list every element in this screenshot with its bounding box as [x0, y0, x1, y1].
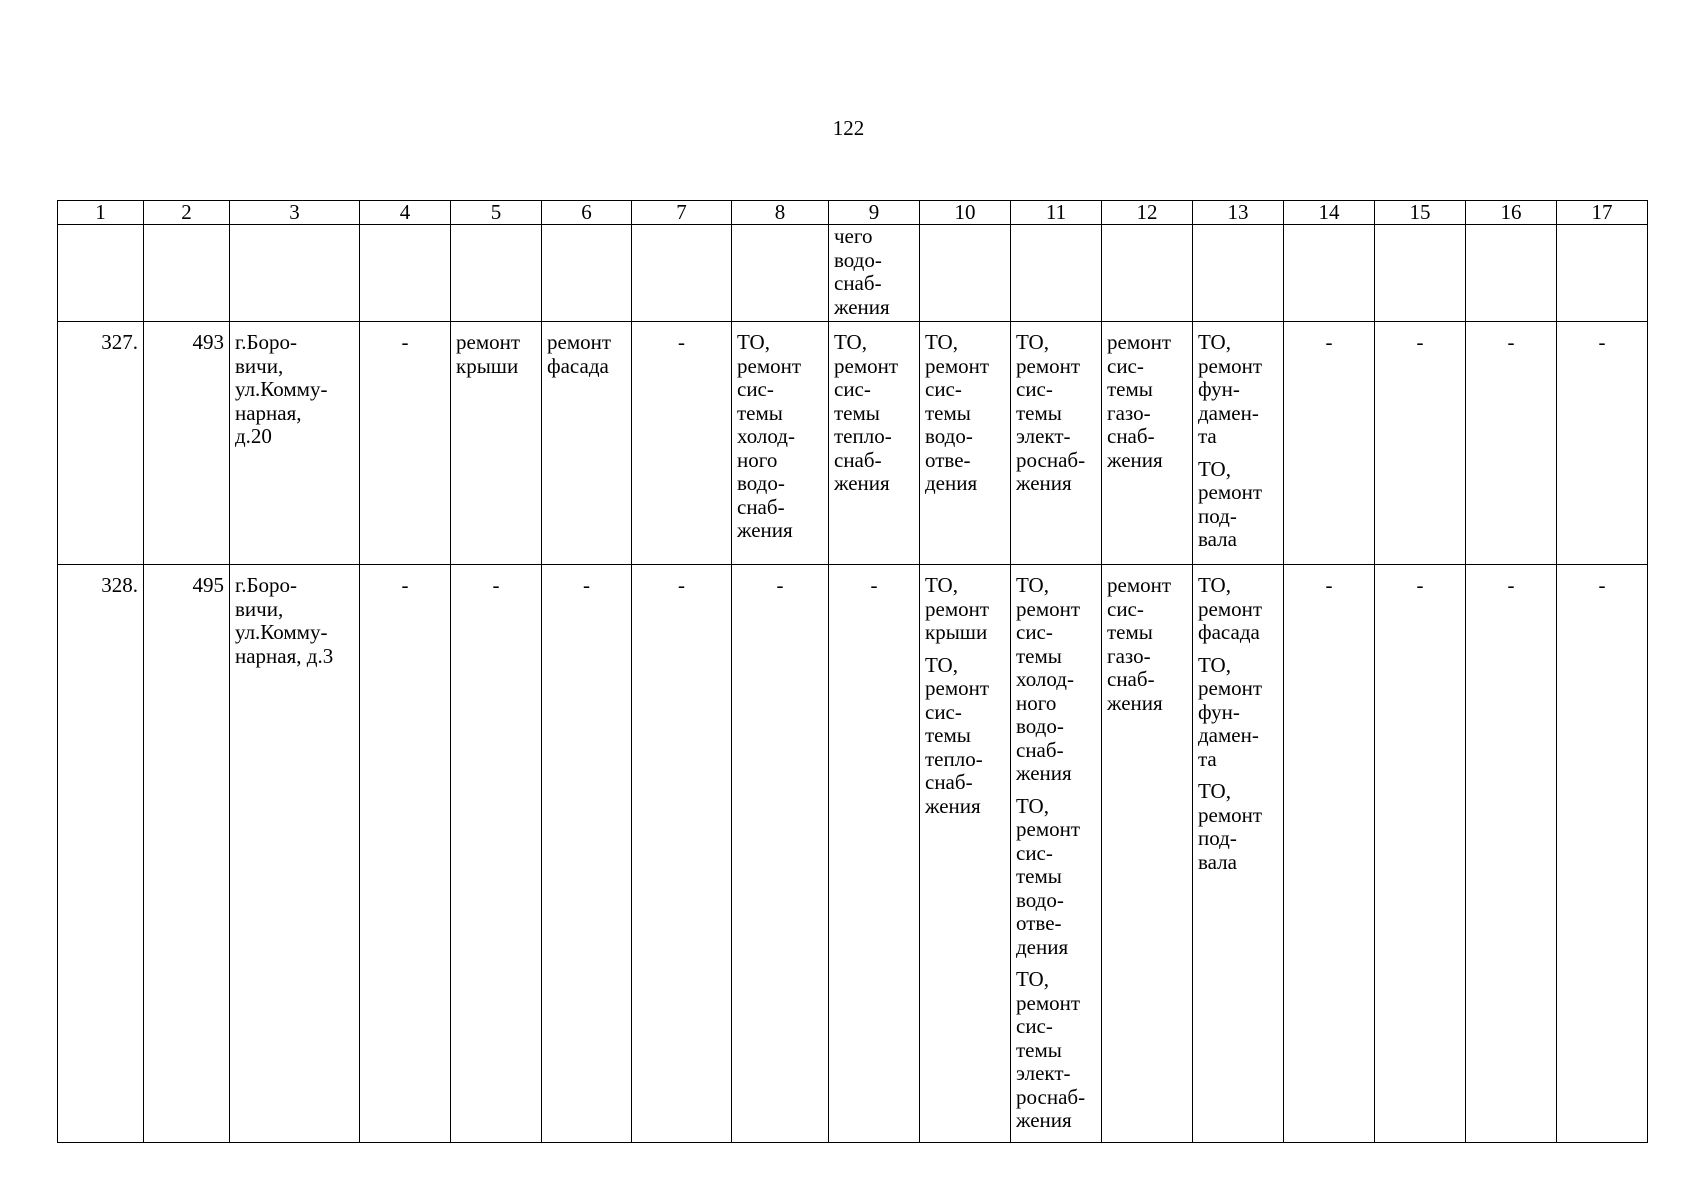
cell-line: темы	[1016, 1037, 1062, 1062]
cell-line: снаб-	[834, 271, 882, 295]
cell-line: -	[1416, 330, 1424, 354]
cell-line: ремонт	[547, 330, 612, 354]
table-cell	[1102, 225, 1193, 322]
cell-line: жения	[925, 793, 981, 818]
work-block	[1107, 574, 1189, 715]
cell-line: ного	[1016, 690, 1057, 715]
cell-line: ТО,	[925, 330, 958, 354]
cell-line: ТО,	[1198, 330, 1231, 354]
object-id: 493	[144, 322, 230, 565]
cell-line: крыши	[925, 620, 988, 644]
work-block	[925, 574, 1007, 645]
cell-line: -	[401, 330, 409, 354]
column-number: 13	[1193, 201, 1284, 225]
work-cell-5	[451, 322, 542, 565]
table-cell	[1011, 225, 1102, 322]
work-block	[834, 331, 916, 496]
cell-line: д.20	[235, 424, 272, 448]
table-cell	[1284, 225, 1375, 322]
cell-line: ТО,	[1198, 652, 1231, 677]
column-number: 1	[58, 201, 144, 225]
cell-line: нарная,	[235, 400, 302, 425]
cell-line: фасада	[1198, 620, 1260, 644]
table-cell	[1193, 225, 1284, 322]
cell-line: ТО,	[737, 330, 770, 354]
work-block	[1198, 574, 1280, 645]
cell-line: снаб-	[1016, 737, 1064, 762]
cell-line: -	[583, 573, 590, 597]
work-block	[235, 331, 356, 449]
work-cell-9	[829, 322, 920, 565]
cell-line: ремонт	[1198, 802, 1263, 827]
cell-line: ремонт	[925, 596, 990, 621]
work-cell-15	[1375, 565, 1466, 1143]
cell-line: дения	[1016, 934, 1069, 959]
cell-line: снаб-	[834, 447, 882, 472]
cell-line: ремонт	[1016, 990, 1081, 1015]
work-block	[360, 331, 450, 355]
work-cell-7	[632, 565, 732, 1143]
work-cell-10	[920, 322, 1011, 565]
cell-line: отве-	[1016, 911, 1062, 935]
cell-line: вала	[1198, 527, 1237, 551]
work-block	[1284, 574, 1374, 598]
cell-line: та	[1198, 424, 1217, 448]
cell-line: ремонт	[925, 676, 990, 700]
cell-line: темы	[1016, 643, 1062, 668]
work-cell-17	[1557, 565, 1648, 1143]
work-cell-6	[542, 322, 632, 565]
column-number: 7	[632, 201, 732, 225]
work-block	[1466, 574, 1556, 598]
cell-line: г.Боро-	[235, 330, 298, 354]
cell-line: ремонт	[1107, 573, 1172, 597]
continuation-cell-9	[829, 225, 920, 322]
work-cell-10	[920, 565, 1011, 1143]
work-cell-6	[542, 565, 632, 1143]
cell-line: -	[1598, 573, 1606, 597]
table-cell	[230, 225, 360, 322]
cell-line: сис-	[1016, 377, 1053, 401]
cell-line: жения	[834, 294, 890, 319]
work-cell-11	[1011, 322, 1102, 565]
table-cell	[632, 225, 732, 322]
cell-line: вичи,	[235, 596, 284, 621]
cell-line: -	[870, 573, 878, 597]
cell-line: ул.Комму-	[235, 377, 328, 401]
cell-line: ремонт	[1107, 330, 1172, 354]
work-cell-12	[1102, 565, 1193, 1143]
cell-line: ремонт	[1198, 596, 1263, 621]
column-number: 6	[542, 201, 632, 225]
cell-line: тепло-	[925, 746, 983, 771]
cell-line: темы	[834, 400, 880, 425]
cell-line: ТО,	[1016, 573, 1049, 597]
cell-line: холод-	[1016, 667, 1074, 691]
work-block	[1016, 574, 1098, 786]
cell-line: элект-	[1016, 1061, 1071, 1085]
cell-line: жения	[834, 471, 890, 495]
work-block	[542, 574, 631, 598]
column-number: 9	[829, 201, 920, 225]
work-cell-4	[360, 565, 451, 1143]
cell-line: снаб-	[737, 494, 785, 519]
cell-line: жения	[1016, 761, 1072, 785]
cell-line: под-	[1198, 826, 1237, 850]
cell-line: тепло-	[834, 424, 892, 448]
table-cell	[1466, 225, 1557, 322]
cell-line: газо-	[1107, 643, 1151, 668]
address-cell	[230, 322, 360, 565]
work-cell-7	[632, 322, 732, 565]
cell-line: дения	[925, 471, 978, 495]
cell-line: темы	[737, 400, 783, 425]
work-cell-14	[1284, 565, 1375, 1143]
table-cell	[451, 225, 542, 322]
column-number: 10	[920, 201, 1011, 225]
work-block	[1284, 331, 1374, 355]
cell-line: ремонт	[1016, 596, 1081, 621]
column-number: 8	[732, 201, 829, 225]
cell-line: ТО,	[1016, 967, 1049, 991]
work-block	[1466, 331, 1556, 355]
work-cell-13	[1193, 322, 1284, 565]
work-cell-12	[1102, 322, 1193, 565]
work-block	[737, 331, 825, 543]
column-number-row	[58, 201, 1648, 225]
cell-line: водо-	[834, 247, 882, 272]
cell-line: дамен-	[1198, 723, 1259, 747]
cell-line: ТО,	[925, 573, 958, 597]
cell-line: -	[1598, 330, 1606, 354]
cell-line: снаб-	[925, 770, 973, 794]
object-id: 495	[144, 565, 230, 1143]
work-cell-17	[1557, 322, 1648, 565]
cell-line: чего	[834, 224, 873, 248]
row-number: 328.	[58, 565, 144, 1143]
cell-line: ТО,	[1198, 456, 1231, 481]
table-cell	[58, 225, 144, 322]
work-cell-8	[732, 565, 829, 1143]
work-cell-4	[360, 322, 451, 565]
column-number: 11	[1011, 201, 1102, 225]
work-block	[1198, 458, 1280, 552]
cell-line: ремонт	[1016, 817, 1081, 841]
cell-line: темы	[925, 400, 971, 425]
cell-line: отве-	[925, 447, 971, 472]
cell-line: вала	[1198, 849, 1237, 874]
work-cell-14	[1284, 322, 1375, 565]
work-cell-11	[1011, 565, 1102, 1143]
cell-line: ТО,	[834, 330, 867, 354]
cell-line: газо-	[1107, 400, 1151, 425]
work-block	[1198, 654, 1280, 772]
table-cell	[144, 225, 230, 322]
work-block	[1557, 574, 1647, 598]
works-table	[57, 200, 1648, 1143]
cell-line: ремонт	[1198, 353, 1263, 378]
cell-line: ТО,	[1016, 330, 1049, 354]
column-number: 5	[451, 201, 542, 225]
cell-line: темы	[1107, 620, 1153, 644]
cell-line: сис-	[1016, 1014, 1053, 1038]
work-cell-13	[1193, 565, 1284, 1143]
column-number: 12	[1102, 201, 1193, 225]
work-block	[547, 331, 628, 378]
address-cell	[230, 565, 360, 1143]
cell-line: ремонт	[1198, 676, 1263, 700]
cell-line: ремонт	[737, 353, 802, 378]
work-block	[1198, 780, 1280, 874]
cell-line: -	[678, 573, 685, 597]
cell-line: жения	[1107, 447, 1163, 472]
cell-line: сис-	[925, 699, 962, 724]
work-cell-9	[829, 565, 920, 1143]
work-cell-16	[1466, 565, 1557, 1143]
cell-line: фасада	[547, 353, 609, 378]
column-number: 14	[1284, 201, 1375, 225]
column-number: 2	[144, 201, 230, 225]
cell-line: ремонт	[1016, 353, 1081, 378]
work-block	[1375, 331, 1465, 355]
work-block	[1198, 331, 1280, 449]
cell-line: -	[1325, 330, 1333, 354]
cell-line: дамен-	[1198, 400, 1259, 425]
cell-line: жения	[1016, 1108, 1072, 1132]
work-block	[1016, 331, 1098, 496]
cell-line: ремонт	[456, 330, 521, 354]
work-block	[925, 331, 1007, 496]
cell-line: снаб-	[1107, 424, 1155, 448]
cell-line: ТО,	[925, 652, 958, 677]
cell-line: роснаб-	[1016, 447, 1086, 472]
work-block	[632, 331, 731, 355]
cell-line: водо-	[737, 471, 785, 495]
work-cell-16	[1466, 322, 1557, 565]
work-block	[732, 574, 828, 598]
table-cell	[1557, 225, 1648, 322]
cell-line: ремонт	[925, 353, 990, 378]
cell-line: -	[1416, 573, 1424, 597]
cell-line: -	[401, 573, 409, 597]
cell-line: ул.Комму-	[235, 620, 328, 644]
cell-line: холод-	[737, 424, 795, 448]
cell-line: нарная, д.3	[235, 643, 334, 668]
table-row	[58, 322, 1648, 565]
work-cell-5	[451, 565, 542, 1143]
cell-line: -	[1325, 573, 1333, 597]
cell-line: темы	[925, 723, 971, 747]
table-cell	[920, 225, 1011, 322]
cell-line: сис-	[1016, 840, 1053, 865]
cell-line: под-	[1198, 503, 1237, 528]
column-number: 4	[360, 201, 451, 225]
cell-line: ТО,	[1016, 793, 1049, 818]
cell-line: ремонт	[1198, 480, 1263, 504]
row-number: 327.	[58, 322, 144, 565]
work-block	[1107, 331, 1189, 472]
cell-line: жения	[1016, 471, 1072, 495]
cell-line: элект-	[1016, 424, 1071, 448]
cell-line: сис-	[1016, 620, 1053, 644]
cell-line: водо-	[1016, 887, 1064, 912]
cell-line: -	[678, 330, 685, 354]
cell-line: г.Боро-	[235, 573, 298, 597]
cell-line: -	[776, 573, 784, 597]
continuation-row	[58, 225, 1648, 322]
cell-line: фун-	[1198, 377, 1240, 401]
work-block	[1375, 574, 1465, 598]
column-number: 16	[1466, 201, 1557, 225]
work-block	[632, 574, 731, 598]
work-block	[1016, 795, 1098, 960]
cell-line: фун-	[1198, 699, 1240, 724]
cell-line: сис-	[925, 377, 962, 401]
cell-line: сис-	[834, 377, 871, 401]
cell-line: вичи,	[235, 353, 284, 378]
cell-line: сис-	[737, 377, 774, 401]
work-cell-15	[1375, 322, 1466, 565]
table-row	[58, 565, 1648, 1143]
work-block	[925, 654, 1007, 819]
cell-line: -	[492, 573, 500, 597]
work-block	[1016, 968, 1098, 1133]
cell-line: снаб-	[1107, 667, 1155, 691]
cell-line: темы	[1016, 864, 1062, 888]
cell-line: ремонт	[834, 353, 899, 378]
table-cell	[360, 225, 451, 322]
column-number: 17	[1557, 201, 1648, 225]
work-block	[456, 331, 538, 378]
cell-line: жения	[737, 518, 793, 542]
work-cell-8	[732, 322, 829, 565]
work-block	[829, 574, 919, 598]
cell-line: та	[1198, 746, 1217, 771]
cell-line: роснаб-	[1016, 1084, 1086, 1109]
cell-line: ного	[737, 447, 778, 472]
cell-line: жения	[1107, 690, 1163, 715]
cell-line: -	[1507, 330, 1515, 354]
table-cell	[732, 225, 829, 322]
page-number: 122	[832, 116, 865, 140]
work-block	[834, 225, 916, 319]
cell-line: крыши	[456, 353, 519, 378]
table-cell	[1375, 225, 1466, 322]
work-block	[451, 574, 541, 598]
cell-line: сис-	[1107, 596, 1144, 621]
cell-line: -	[1507, 573, 1515, 597]
cell-line: водо-	[1016, 714, 1064, 738]
cell-line: сис-	[1107, 353, 1144, 378]
cell-line: ТО,	[1198, 573, 1231, 597]
cell-line: темы	[1107, 377, 1153, 401]
column-number: 3	[230, 201, 360, 225]
work-block	[360, 574, 450, 598]
work-block	[235, 574, 356, 668]
work-block	[1557, 331, 1647, 355]
column-number: 15	[1375, 201, 1466, 225]
table-cell	[542, 225, 632, 322]
cell-line: водо-	[925, 424, 973, 448]
cell-line: ТО,	[1198, 779, 1231, 803]
cell-line: темы	[1016, 400, 1062, 425]
